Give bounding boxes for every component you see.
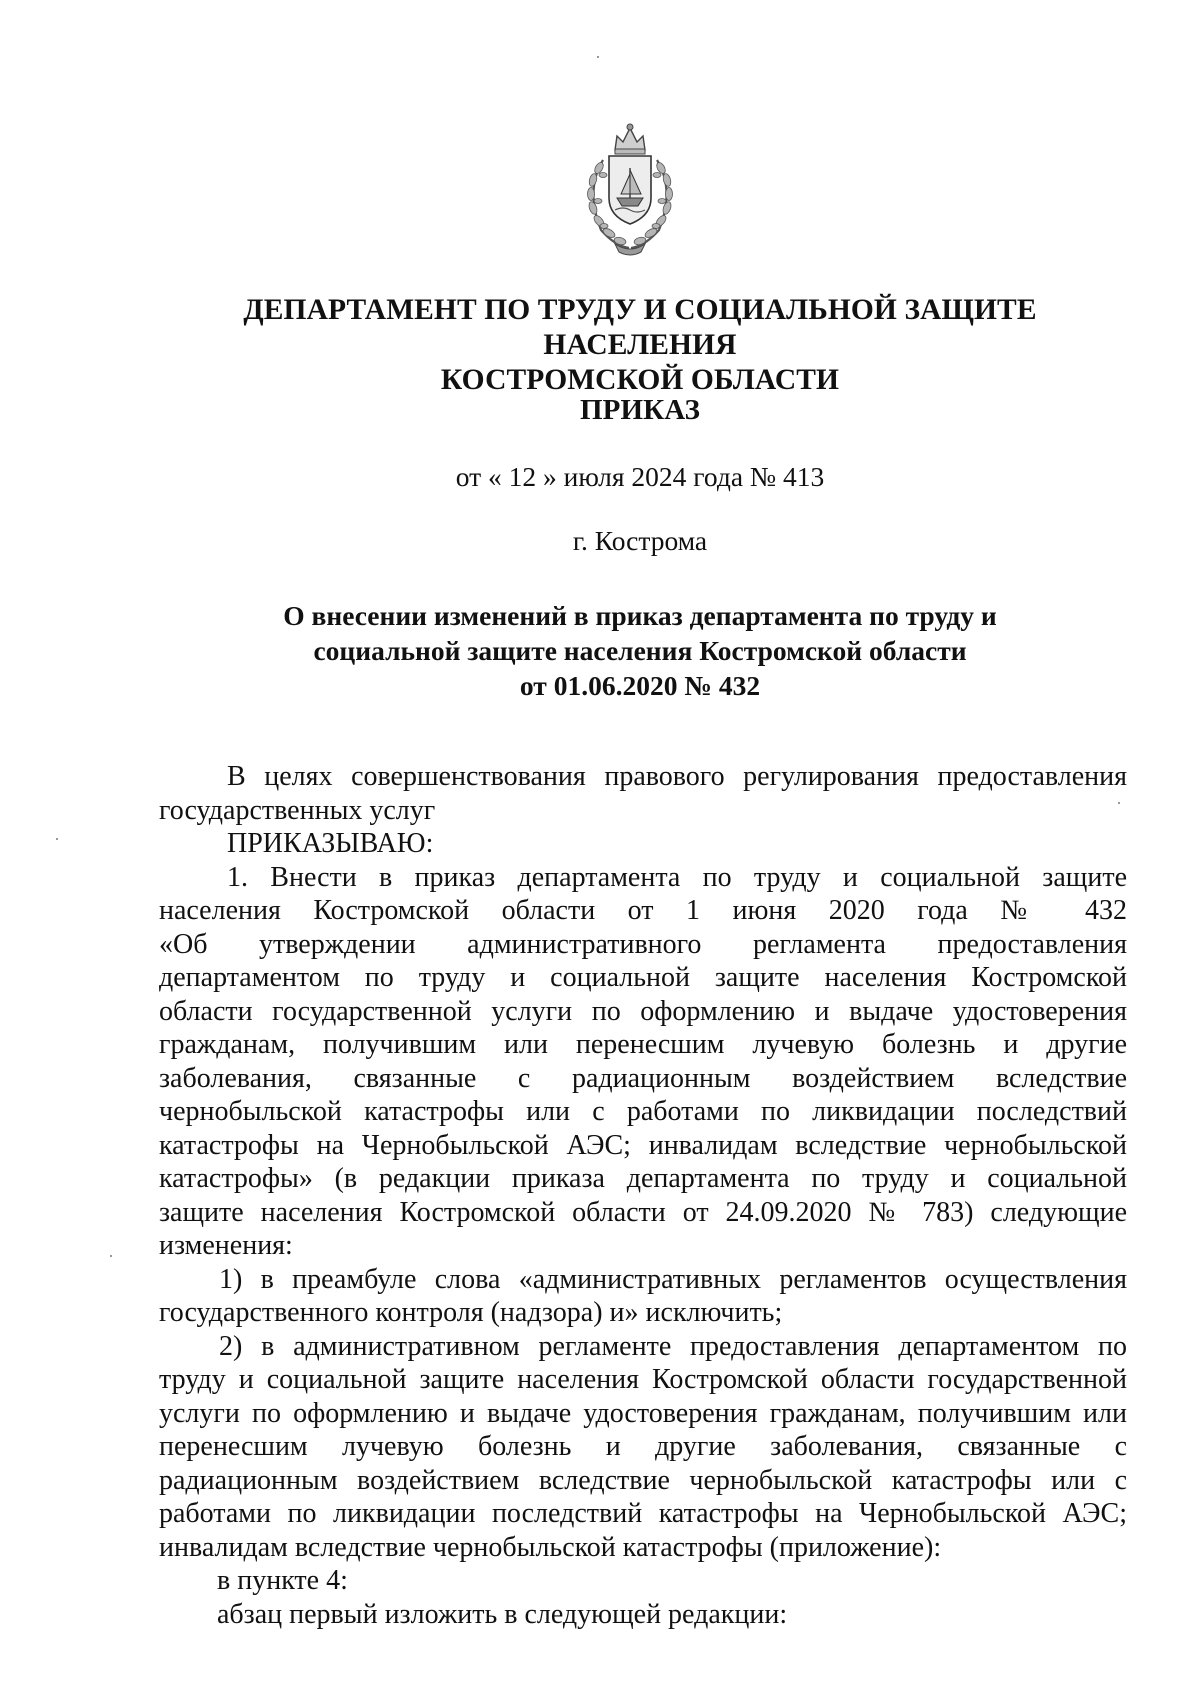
item-1: [159, 861, 1127, 1263]
department-name-line-1: ДЕПАРТАМЕНТ ПО ТРУДУ И СОЦИАЛЬНОЙ ЗАЩИТЕ НАСЕЛЕНИЯ: [243, 294, 1037, 361]
item-1-line: 1. Внести в приказ департамента по труду и социальной защите: [227, 861, 1127, 893]
sub-item-2-line: перенесшим лучевую болезнь и другие заболевания, связанные с: [159, 1431, 1127, 1462]
sub-item-2-line: труду и социальной защите населения Костромской области государственной: [159, 1364, 1127, 1395]
department-name: [150, 293, 1130, 398]
sub-item-2-line: радиационным воздействием вследствие чернобыльской катастрофы или с: [159, 1464, 1127, 1496]
scan-speck: [597, 56, 599, 58]
sub-item-2: [159, 1330, 1127, 1565]
sub-item-2-line: инвалидам вследствие чернобыльской катастрофы (приложение):: [159, 1531, 942, 1563]
item-1-line: «Об утверждении административного регламента предоставления: [159, 928, 1127, 960]
document-type: ПРИКАЗ: [580, 394, 700, 426]
item-1-line: катастрофы» (в редакции приказа департамента по труду и социальной: [159, 1163, 1127, 1194]
item-1-line: заболевания, связанные с радиационным воздействием вследствие: [159, 1062, 1127, 1094]
order-word: ПРИКАЗЫВАЮ:: [227, 828, 434, 859]
scan-speck: [110, 1255, 112, 1257]
order-subject: [150, 598, 1130, 703]
scan-speck: [56, 838, 58, 840]
city: г. Кострома: [572, 525, 708, 556]
paragraph-first-instruction: абзац первый изложить в следующей редакции:: [217, 1598, 788, 1630]
scan-speck: [1118, 802, 1120, 804]
subject-line-1: О внесении изменений в приказ департамента по труду и: [283, 600, 997, 631]
item-1-line: защите населения Костромской области от 24.09.2020 № 783) следующие: [159, 1196, 1127, 1228]
preamble: [159, 760, 1127, 827]
sub-item-2-line: работами по ликвидации последствий катастрофы на Чернобыльской АЭС;: [159, 1498, 1127, 1529]
sub-item-1-line: 1) в преамбуле слова «административных регламентов осуществления: [219, 1263, 1127, 1295]
sub-item-1-line: государственного контроля (надзора) и» исключить;: [159, 1297, 783, 1328]
department-name-line-2: КОСТРОМСКОЙ ОБЛАСТИ: [440, 364, 840, 396]
preamble-line: В целях совершенствования правового регулирования предоставления: [227, 761, 1127, 792]
subject-line-2: социальной защите населения Костромской области: [313, 635, 967, 666]
item-1-line: населения Костромской области от 1 июня 2020 года № 432: [159, 895, 1127, 926]
order-body: [159, 760, 1127, 1631]
order-date-number: от « 12 » июля 2024 года № 413: [455, 461, 825, 492]
item-1-line: изменения:: [159, 1230, 293, 1261]
item-1-line: области государственной услуги по оформлению и выдаче удостоверения: [159, 995, 1127, 1027]
coat-of-arms-icon: [571, 120, 689, 258]
sub-item-2-line: 2) в административном регламенте предоставления департаментом по: [219, 1330, 1127, 1362]
sub-item-1: [159, 1263, 1127, 1330]
item-1-line: чернобыльской катастрофы или с работами по ликвидации последствий: [159, 1096, 1127, 1127]
point-4-heading: в пункте 4:: [217, 1565, 348, 1596]
preamble-line: государственных услуг: [159, 794, 436, 826]
sub-item-2-line: услуги по оформлению и выдаче удостоверения гражданам, получившим или: [159, 1397, 1127, 1429]
item-1-line: катастрофы на Чернобыльской АЭС; инвалидам вследствие чернобыльской: [159, 1129, 1127, 1161]
item-1-line: гражданам, получившим или перенесшим лучевую болезнь и другие: [159, 1029, 1127, 1060]
subject-line-3: от 01.06.2020 № 432: [519, 670, 761, 701]
item-1-line: департаментом по труду и социальной защите населения Костромской: [159, 962, 1127, 993]
